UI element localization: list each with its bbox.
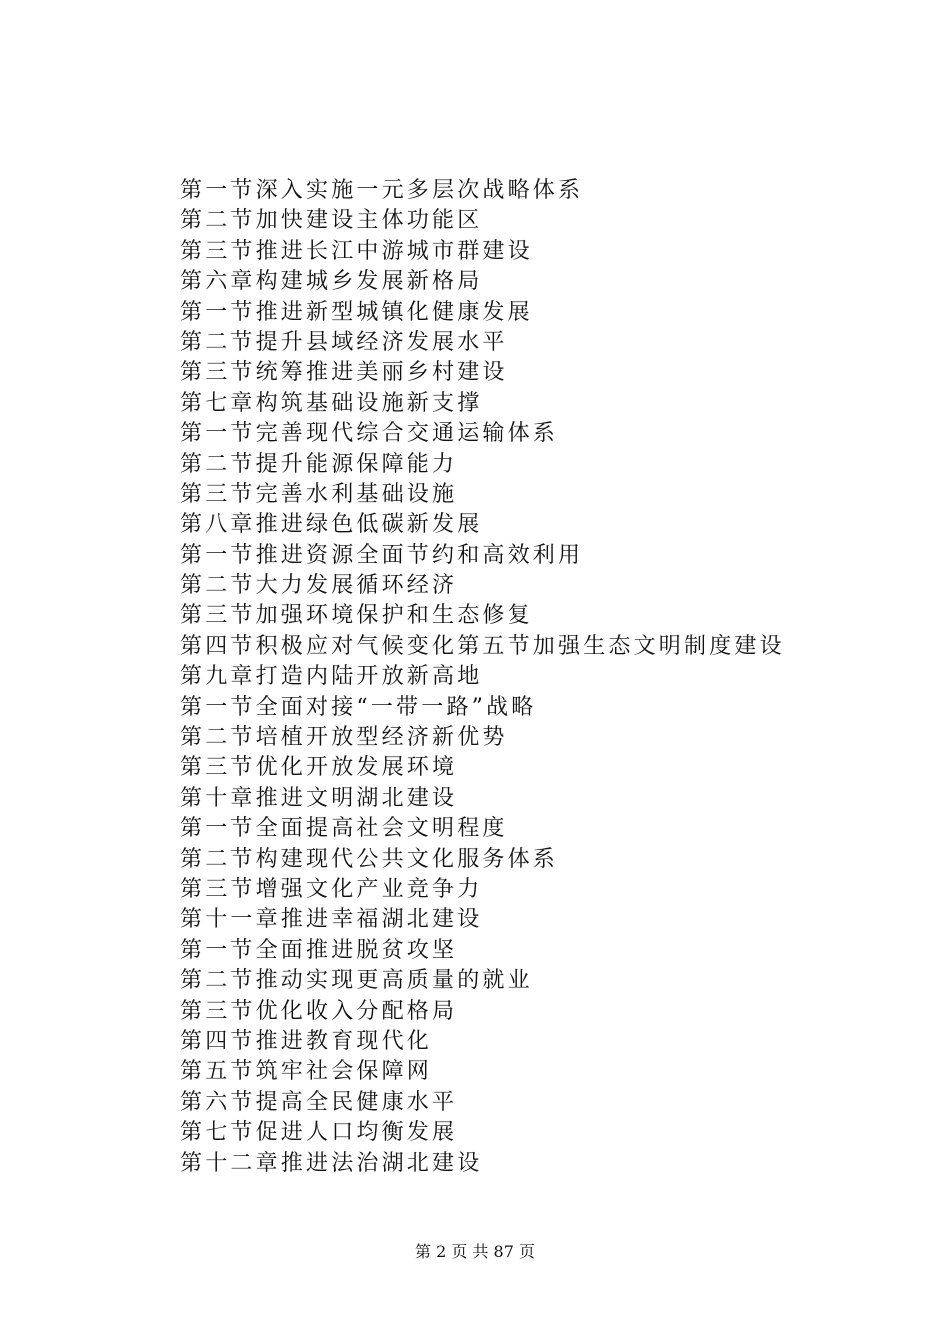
toc-line: 第十一章推进幸福湖北建设 xyxy=(180,907,483,933)
toc-line: 第七节促进人口均衡发展 xyxy=(180,1120,458,1146)
toc-line: 第五节筑牢社会保障网 xyxy=(180,1059,433,1085)
toc-line: 第二节加快建设主体功能区 xyxy=(180,208,483,234)
toc-line: 第一节深入实施一元多层次战略体系 xyxy=(180,178,584,203)
toc-line: 第三节完善水利基础设施 xyxy=(180,481,458,507)
toc-line: 第七章构筑基础设施新支撑 xyxy=(180,390,483,416)
toc-line: 第二节大力发展循环经济 xyxy=(180,573,458,599)
page-number-footer: 第 2 页 共 87 页 xyxy=(415,1242,535,1261)
toc-line: 第十二章推进法治湖北建设 xyxy=(180,1150,483,1176)
toc-line: 第三节优化收入分配格局 xyxy=(180,998,458,1024)
toc-line: 第一节推进资源全面节约和高效利用 xyxy=(180,542,584,568)
toc-line: 第一节推进新型城镇化健康发展 xyxy=(180,299,533,325)
toc-line: 第二节提升县域经济发展水平 xyxy=(180,329,508,355)
table-of-contents xyxy=(180,176,920,1179)
toc-line: 第三节加强环境保护和生态修复 xyxy=(180,603,533,629)
toc-line: 第二节培植开放型经济新优势 xyxy=(180,725,508,751)
toc-line: 第一节完善现代综合交通运输体系 xyxy=(180,421,559,447)
toc-line: 第三节推进长江中游城市群建设 xyxy=(180,238,533,264)
toc-line: 第二节提升能源保障能力 xyxy=(180,451,458,477)
toc-line: 第四节推进教育现代化 xyxy=(180,1028,433,1054)
toc-line: 第一节全面对接“一带一路”战略 xyxy=(180,694,537,720)
toc-line: 第一节全面提高社会文明程度 xyxy=(180,816,508,842)
toc-line: 第九章打造内陆开放新高地 xyxy=(180,664,483,690)
toc-line: 第三节增强文化产业竞争力 xyxy=(180,876,483,902)
toc-line: 第四节积极应对气候变化第五节加强生态文明制度建设 xyxy=(180,633,785,659)
toc-line: 第八章推进绿色低碳新发展 xyxy=(180,512,483,538)
toc-line: 第二节构建现代公共文化服务体系 xyxy=(180,846,559,872)
toc-line: 第三节统筹推进美丽乡村建设 xyxy=(180,360,508,386)
toc-line: 第六节提高全民健康水平 xyxy=(180,1089,458,1115)
toc-line: 第二节推动实现更高质量的就业 xyxy=(180,968,533,994)
toc-line: 第一节全面推进脱贫攻坚 xyxy=(180,937,458,963)
toc-line: 第三节优化开放发展环境 xyxy=(180,755,458,781)
toc-line: 第六章构建城乡发展新格局 xyxy=(180,269,483,295)
toc-line: 第十章推进文明湖北建设 xyxy=(180,785,458,811)
